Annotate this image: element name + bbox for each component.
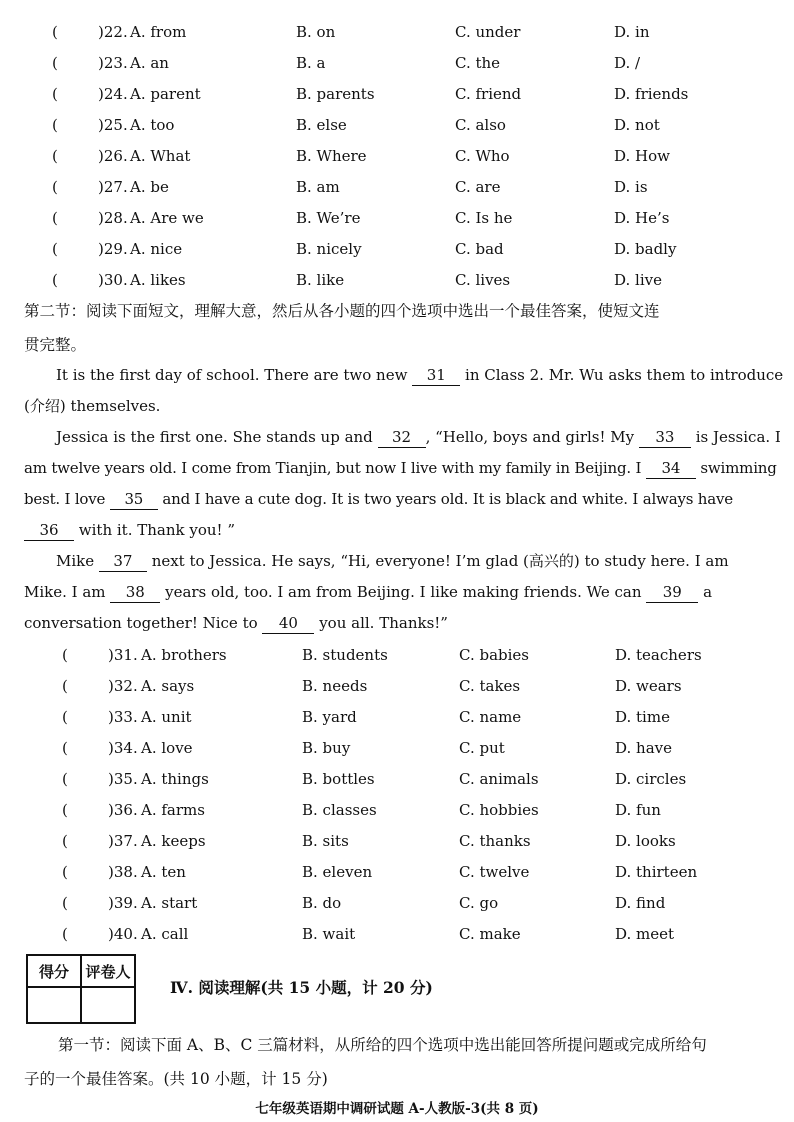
question-number: )30. xyxy=(98,271,128,289)
passage-line-2: (介绍) themselves. xyxy=(24,397,161,415)
option-a: A. love xyxy=(141,739,193,757)
option-d: D. / xyxy=(614,54,641,72)
option-d: D. have xyxy=(615,739,672,757)
question-number: )37. xyxy=(108,832,138,850)
answer-bracket[interactable]: ( xyxy=(52,23,58,41)
option-c: C. friend xyxy=(455,85,522,103)
question-number: )28. xyxy=(98,209,128,227)
answer-bracket[interactable]: ( xyxy=(62,770,68,788)
answer-bracket[interactable]: ( xyxy=(62,894,68,912)
option-a: A. Are we xyxy=(130,209,204,227)
question-row-29 xyxy=(0,237,794,261)
question-number: )38. xyxy=(108,863,138,881)
option-b: B. bottles xyxy=(302,770,375,788)
option-a: A. ten xyxy=(141,863,186,881)
question-number: )35. xyxy=(108,770,138,788)
answer-bracket[interactable]: ( xyxy=(62,863,68,881)
option-b: B. eleven xyxy=(302,863,373,881)
option-b: B. We’re xyxy=(296,209,361,227)
option-b: B. sits xyxy=(302,832,349,850)
option-c: C. go xyxy=(459,894,499,912)
option-c: C. takes xyxy=(459,677,521,695)
answer-bracket[interactable]: ( xyxy=(62,739,68,757)
question-row-33 xyxy=(0,705,794,729)
option-c: C. animals xyxy=(459,770,539,788)
option-a: A. from xyxy=(130,23,187,41)
question-row-28 xyxy=(0,206,794,230)
blank-34[interactable]: 34 xyxy=(646,458,696,479)
question-number: )24. xyxy=(98,85,128,103)
question-number: )32. xyxy=(108,677,138,695)
passage-line-5: best. I love 35 and I have a cute dog. It is two years old. It is black and white. I always have xyxy=(24,490,733,508)
passage-line-4: am twelve years old. I come from Tianjin, but now I live with my family in Beijing. I 34 swimming xyxy=(24,459,777,477)
option-d: D. not xyxy=(614,116,660,134)
passage-line-1: It is the first day of school. There are two new 31 in Class 2. Mr. Wu asks them to introduce xyxy=(56,366,784,384)
option-c: C. also xyxy=(455,116,506,134)
answer-bracket[interactable]: ( xyxy=(62,801,68,819)
option-a: A. keeps xyxy=(141,832,206,850)
option-a: A. nice xyxy=(130,240,183,258)
option-d: D. is xyxy=(614,178,648,196)
passage-line-7: Mike 37 next to Jessica. He says, “Hi, everyone! I’m glad (高兴的) to study here. I am xyxy=(56,552,729,570)
question-row-26 xyxy=(0,144,794,168)
option-d: D. in xyxy=(614,23,650,41)
option-b: B. wait xyxy=(302,925,356,943)
option-a: A. parent xyxy=(130,85,201,103)
option-c: C. Is he xyxy=(455,209,513,227)
option-d: D. fun xyxy=(615,801,661,819)
option-c: C. lives xyxy=(455,271,511,289)
option-d: D. wears xyxy=(615,677,682,695)
option-c: C. under xyxy=(455,23,521,41)
option-c: C. put xyxy=(459,739,505,757)
question-number: )39. xyxy=(108,894,138,912)
option-a: A. too xyxy=(130,116,175,134)
answer-bracket[interactable]: ( xyxy=(52,54,58,72)
option-d: D. live xyxy=(614,271,662,289)
answer-bracket[interactable]: ( xyxy=(62,708,68,726)
option-b: B. Where xyxy=(296,147,367,165)
grader-cell[interactable] xyxy=(81,987,135,1023)
option-a: A. likes xyxy=(130,271,186,289)
option-b: B. yard xyxy=(302,708,357,726)
option-d: D. looks xyxy=(615,832,676,850)
answer-bracket[interactable]: ( xyxy=(52,116,58,134)
option-b: B. a xyxy=(296,54,326,72)
option-c: C. the xyxy=(455,54,501,72)
question-number: )29. xyxy=(98,240,128,258)
question-row-36 xyxy=(0,798,794,822)
option-c: C. name xyxy=(459,708,522,726)
option-c: C. hobbies xyxy=(459,801,539,819)
option-b: B. like xyxy=(296,271,345,289)
option-d: D. badly xyxy=(614,240,677,258)
question-row-31 xyxy=(0,643,794,667)
blank-39[interactable]: 39 xyxy=(646,582,698,603)
option-a: A. call xyxy=(141,925,189,943)
section4-part1-instruction: 第一节：阅读下面 A、B、C 三篇材料，从所给的四个选项中选出能回答所提问题或完成所给句 子的一个最佳答案。(共 10 小题，计 15 分) xyxy=(24,1036,707,1088)
answer-bracket[interactable]: ( xyxy=(52,85,58,103)
option-b: B. am xyxy=(296,178,340,196)
option-c: C. make xyxy=(459,925,521,943)
option-d: D. thirteen xyxy=(615,863,698,881)
option-b: B. else xyxy=(296,116,347,134)
option-a: A. start xyxy=(141,894,198,912)
passage-line-8: Mike. I am 38 years old, too. I am from Beijing. I like making friends. We can 39 a xyxy=(24,583,713,601)
option-a: A. an xyxy=(130,54,169,72)
answer-bracket[interactable]: ( xyxy=(62,925,68,943)
blank-33[interactable]: 33 xyxy=(639,427,691,448)
blank-37[interactable]: 37 xyxy=(99,551,147,572)
question-number: )40. xyxy=(108,925,138,943)
question-number: )33. xyxy=(108,708,138,726)
question-row-35 xyxy=(0,767,794,791)
option-b: B. classes xyxy=(302,801,377,819)
question-number: )27. xyxy=(98,178,128,196)
question-number: )31. xyxy=(108,646,138,664)
option-d: D. teachers xyxy=(615,646,702,664)
question-row-24 xyxy=(0,82,794,106)
blank-31[interactable]: 31 xyxy=(412,365,460,386)
option-d: D. He’s xyxy=(614,209,670,227)
blank-32[interactable]: 32 xyxy=(378,427,426,448)
answer-bracket[interactable]: ( xyxy=(62,832,68,850)
option-c: C. are xyxy=(455,178,501,196)
section2-instruction: 第二节：阅读下面短文，理解大意，然后从各小题的四个选项中选出一个最佳答案，使短文连 贯完整。 xyxy=(24,302,660,354)
question-row-25 xyxy=(0,113,794,137)
question-row-23 xyxy=(0,51,794,75)
question-row-37 xyxy=(0,829,794,853)
question-number: )26. xyxy=(98,147,128,165)
answer-bracket[interactable]: ( xyxy=(52,209,58,227)
question-row-38 xyxy=(0,860,794,884)
option-d: D. How xyxy=(614,147,670,165)
question-row-40 xyxy=(0,922,794,946)
option-d: D. meet xyxy=(615,925,675,943)
option-a: A. brothers xyxy=(141,646,227,664)
option-a: A. What xyxy=(130,147,191,165)
question-number: )25. xyxy=(98,116,128,134)
question-number: )23. xyxy=(98,54,128,72)
option-d: D. friends xyxy=(614,85,689,103)
option-a: A. says xyxy=(141,677,195,695)
answer-bracket[interactable]: ( xyxy=(52,178,58,196)
option-d: D. time xyxy=(615,708,670,726)
question-row-27 xyxy=(0,175,794,199)
passage-line-6: 36 with it. Thank you! ” xyxy=(24,515,764,546)
option-b: B. buy xyxy=(302,739,351,757)
option-c: C. Who xyxy=(455,147,510,165)
grader-label: 评卷人 xyxy=(81,955,135,987)
blank-38[interactable]: 38 xyxy=(110,582,160,603)
option-b: B. do xyxy=(302,894,342,912)
passage-line-9: conversation together! Nice to 40 you all. Thanks!” xyxy=(24,614,448,632)
question-row-30 xyxy=(0,268,794,292)
question-row-39 xyxy=(0,891,794,915)
question-number: )22. xyxy=(98,23,128,41)
answer-bracket[interactable]: ( xyxy=(62,646,68,664)
question-row-34 xyxy=(0,736,794,760)
option-d: D. find xyxy=(615,894,666,912)
answer-bracket[interactable]: ( xyxy=(52,240,58,258)
option-c: C. twelve xyxy=(459,863,530,881)
score-cell[interactable] xyxy=(27,987,81,1023)
option-b: B. parents xyxy=(296,85,375,103)
option-c: C. thanks xyxy=(459,832,531,850)
section4-title: Ⅳ. 阅读理解(共 15 小题，计 20 分) xyxy=(170,978,433,997)
question-row-32 xyxy=(0,674,794,698)
option-a: A. things xyxy=(141,770,209,788)
passage-line-3: Jessica is the first one. She stands up and 32 , “Hello, boys and girls! My 33 is Jessica. I xyxy=(56,428,781,446)
option-a: A. unit xyxy=(141,708,192,726)
option-b: B. on xyxy=(296,23,336,41)
option-b: B. students xyxy=(302,646,388,664)
option-c: C. babies xyxy=(459,646,529,664)
option-b: B. nicely xyxy=(296,240,362,258)
option-b: B. needs xyxy=(302,677,368,695)
blank-36[interactable]: 36 xyxy=(24,520,74,541)
answer-bracket[interactable]: ( xyxy=(52,271,58,289)
question-number: )36. xyxy=(108,801,138,819)
option-c: C. bad xyxy=(455,240,504,258)
score-label: 得分 xyxy=(27,955,81,987)
option-d: D. circles xyxy=(615,770,687,788)
question-number: )34. xyxy=(108,739,138,757)
blank-40[interactable]: 40 xyxy=(262,613,314,634)
score-table xyxy=(26,954,136,1024)
option-a: A. farms xyxy=(141,801,205,819)
answer-bracket[interactable]: ( xyxy=(52,147,58,165)
page-footer: 七年级英语期中调研试题 A-人教版-3(共 8 页) xyxy=(255,1101,539,1117)
question-row-22 xyxy=(0,20,794,44)
option-a: A. be xyxy=(130,178,169,196)
answer-bracket[interactable]: ( xyxy=(62,677,68,695)
blank-35[interactable]: 35 xyxy=(110,489,158,510)
